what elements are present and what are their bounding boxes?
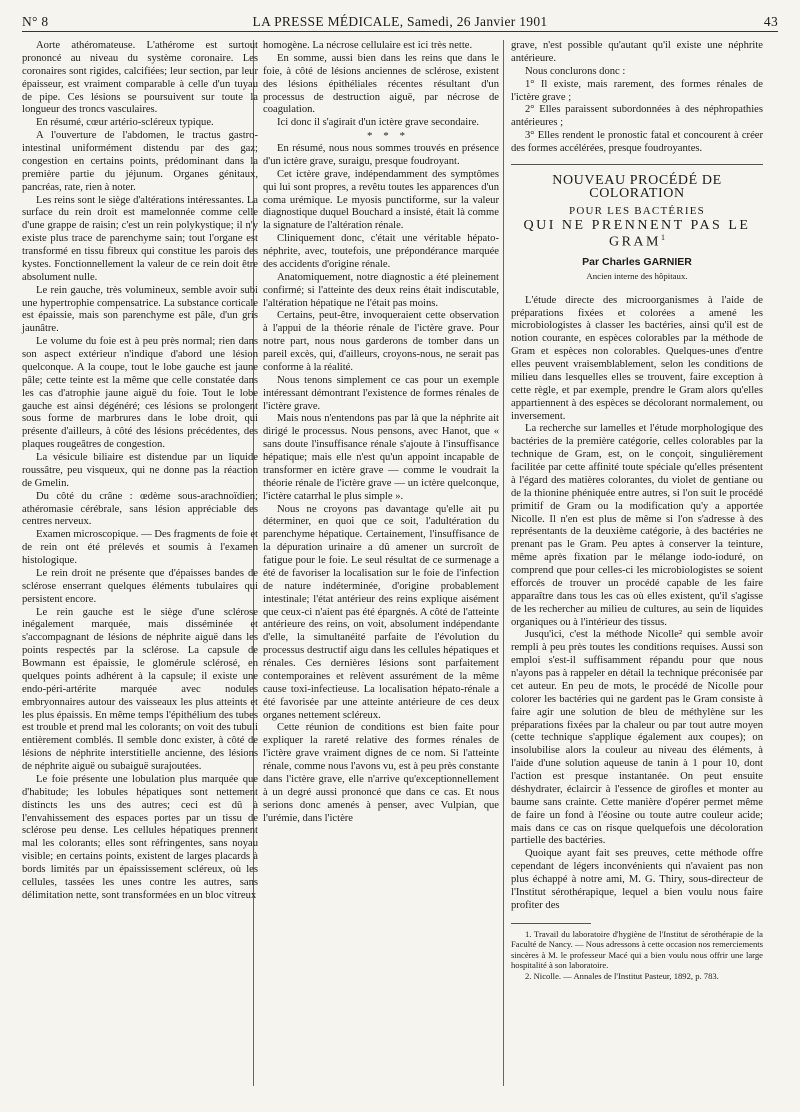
paragraph: A l'ouverture de l'abdomen, le tractus gastro-intestinal uniformément distendu par des gaz; congestion en certains points, prédominant dans la première partie du jéjunum. Organes génitaux, pancréas, rate, rien à noter. [22,130,258,193]
paragraph: Les reins sont le siège d'altérations intéressantes. La surface du rein droit est mamelonnée comme celle d'une grappe de raisin; c'est un rein polykystique; il n'y existe plus trace de parenchyme sain; tout l'organe est transformé en tissu fibreux qui constitue les parois des kystes. Fonctionnellement la valeur de ce rein doit être absolument nulle. [22,194,258,283]
paragraph: Le rein gauche est le siège d'une sclérose inégalement marquée, mais disséminée et s'accompagnant de lésions de néphrite aiguë dans les points respectés par la sclérose. La capsule de Bowmann est épaissie, le glomérule sclérosé, en quelques points adhérent à la capsule; il existe une endo-péri-artérite marquée avec nodules embryonnaires autour des vaisseaux les plus atteints et les plus épaissis. En même temps l'épithélium des tubes est trouble et prend mal les colorants; on voit des tubuli entièrement comblés. Il semble donc exister, à côté de lésions de néphrite interstitielle ancienne, des lésions de néphrite aiguë ou subaiguë surajoutées. [22,606,258,772]
issue-number: N° 8 [22,14,49,29]
paragraph: Jusqu'ici, c'est la méthode Nicolle² qui semble avoir rempli à peu près toutes les conditions requises. Aussi son emploi s'est-il suffisamment répandu pour que nous n'ayons pas à rappeler en détail la technique préconisée par cet auteur. En peu de mots, le procédé de Nicolle pour colorer les bactéries qui ne gardent pas le Gram consiste à faire agir une solution de bleu de méthylène sur les préparations fixées par la chaleur ou par tout autre moyen (cette technique s'applique également aux coupes); on insolubilise alors la couleur au niveau des éléments, à l'aide d'une solution aqueuse de tanin à 1 pour 10, dont l'action est presque instantanée. On peut ensuite déshydrater, éclaircir à l'essence de girofles et monter au baume sans crainte. Cette manière d'opérer permet même de faire un fond à l'éosine ou toute autre couleur acide; mais dans ce cas on risque quelquefois une décoloration partielle des bactéries. [511,629,763,847]
section-separator: * * * [367,130,409,143]
paragraph: Le foie présente une lobulation plus marquée que d'habitude; les lobules hépatiques sont nettement distincts les uns des autres; ceci est dû à l'envahissement des espaces portes par un tissu de sclérose peu dense. Les cellules hépatiques prennent mal les colorants; elles sont réfringentes, sans noyau visible; en certains points, existent de larges placards à bords limités par un épaississement scléreux, où les cellules, tassées les unes contre les autres, sans délimitation nette, sont transformées en un bloc vitreux [22,773,258,901]
paragraph: En résumé, nous nous sommes trouvés en présence d'un ictère grave, suraigu, presque foudroyant. [263,143,499,167]
paragraph: 2° Elles paraissent subordonnées à des néphropathies antérieures ; [511,104,763,129]
page-number: 43 [763,14,778,29]
paragraph: Du côté du crâne : œdème sous-arachnoïdien; athéromasie cérébrale, sans lésion appréciable des centres nerveux. [22,490,258,528]
paragraph: Anatomiquement, notre diagnostic a été pleinement confirmé; si l'atteinte des deux reins était indiscutable, l'altération hépatique ne l'était pas moins. [263,271,499,309]
paragraph: homogène. La nécrose cellulaire est ici très nette. [263,40,473,51]
article-affiliation: Ancien interne des hôpitaux. [586,270,688,281]
paragraph: Nous ne croyons pas davantage qu'elle ait pu déterminer, en quoi que ce soit, l'adultération du parenchyme hépatique. Certainement, l'insuffisance de la dépuration urinaire a dû amener un surcroît de fatigue pour le foie. Le seul résultat de ce surmenage a été de favoriser la localisation sur le foie de l'infection de nature indéterminée, d'origine probablement intestinale; l'état antérieur des reins explique aisément que ceux-ci n'aient pas été épargnés. A côté de l'atteinte antérieure des reins, on voit, absolument indépendante d'elle, la simultanéité parfaite de l'évolution du processus destructif aigu dans les cellules hépatiques et rénales. Ces dernières lésions sont parfaitement contemporaines et relèvent assurément de la même cause toxi-infectieuse. La localisation hépato-rénale a été favorisée par une atteinte antérieure de ces deux organes nettement scléreux. [263,503,499,721]
article-title: NOUVEAU PROCÉDÉ DE COLORATION [552,172,722,201]
column-divider [503,40,504,1086]
paragraph: La vésicule biliaire est distendue par un liquide roussâtre, peu visqueux, qui ne donne pas la réaction de Gmelin. [22,452,258,489]
paragraph: Le rein gauche, très volumineux, semble avoir subi une hypertrophie compensatrice. La substance corticale est épaissie, mais son parenchyme est pâle, d'un gris jaunâtre. [22,284,258,335]
paragraph: 3° Elles rendent le pronostic fatal et concourent à créer des formes accélérées, presque foudroyantes. [511,130,763,154]
footnote: 1. Travail du laboratoire d'hygiène de l'Institut de sérothérapie de la Faculté de Nancy. — Nous adressons à cette occasion nos remerciements sincères à M. le professeur Macé qui a bien voulu nous offrir une large hospitalité à son laboratoire. [511,928,763,971]
column-2 [263,40,499,825]
column-3 [511,40,763,982]
paragraph: Le rein droit ne présente que d'épaisses bandes de sclérose enserrant quelques éléments tubulaires qui persistent encore. [22,567,258,605]
paragraph: En résumé, cœur artério-scléreux typique. [36,117,214,129]
article-subtitle-text: QUI NE PRENNENT PAS LE GRAM [523,217,751,251]
paragraph: Quoique ayant fait ses preuves, cette méthode offre cependant de légers inconvénients qui n'avaient pas non plus échappé à notre ami, M. G. Thiry, sous-directeur de l'Institut sérothérapique, lequel a bien voulu nous faire profiter des [511,848,763,911]
paragraph: Le volume du foie est à peu près normal; rien dans son aspect extérieur n'indique d'abord une lésion quelconque. A la coupe, tout le lobe gauche est jaune pâle; cette teinte est la même que celle constatée dans les cas d'atrophie jaune aiguë du foie. Tout le lobe gauche est ainsi dégénéré; ces lésions se prolongent sous forme de marbrures dans le lobe droit, qui présente d'ailleurs, à côté des lésions précédentes, des plaques rougeâtres de congestion. [22,336,258,451]
article-author: Par Charles GARNIER [582,255,692,268]
paragraph: Nous tenons simplement ce cas pour un exemple intéressant démontrant l'existence de formes rénales de l'ictère grave. [263,374,499,412]
paragraph: En somme, aussi bien dans les reins que dans le foie, à côté de lésions anciennes de sclérose, existent des lésions épithéliales récentes résultant d'un processus de destruction aiguë, par nécrose de coagulation. [263,52,499,116]
paragraph: Aorte athéromateuse. L'athérome est surtout prononcé au niveau du système coronaire. Les coronaires sont rigides, calcifiées; leur section, par leur épaisseur, est vraiment comparable à celle d'un tuyau de pipe. Ces lésions se poursuivent sur toute la longueur des troncs vasculaires. [22,40,258,116]
article-subtitle-2 [511,217,763,251]
article-rule [511,164,763,165]
article-subtitle: POUR LES BACTÉRIES [569,204,705,217]
paragraph: Ici donc il s'agirait d'un ictère grave secondaire. [277,117,480,129]
footnote-marker: 1 [661,233,665,243]
paragraph: La recherche sur lamelles et l'étude morphologique des bactéries de la première catégorie, celles colorables par la technique de Gram, est, on le conçoit, singulièrement facilitée par cette affinité toute spéciale qu'elles présentent à l'égard des matières colorantes, du violet de gentiane ou de la thionine phéniquée entre autres, si l'on suit le procédé primitif de Gram ou la modification qu'y a apportée Nicolle. Il n'en est plus de même si l'on s'adresse à des représentants de la deuxième catégorie, à des bactéries ne prenant pas le Gram. Peu aptes à conserver la teinture, même après fixation par le mélange iodo-ioduré, on comprend que pour celles-ci les microbiologistes se soient efforcés de trouver un procédé capable de les faire apparaître dans tous les cas où elles existent, qu'il s'agisse de les rechercher au milieu de cultures, au sein de liquides organiques ou à l'intérieur des tissus. [511,423,763,628]
paragraph: L'étude directe des microorganismes à l'aide de préparations fixées et colorées a amené les microbiologistes à classer les bactéries, ainsi qu'il est de notion courante, en espèces colorables par la méthode de Gram et espèces non colorables. Quelques-unes d'entre elles peuvent vraisemblablement, selon les conditions de milieu dans lesquelles elles se trouvent, faire exception à cette règle, et par exemple, prendre le Gram alors qu'elles appartiennent à des espèces se décolorant normalement, ou inversement. [511,294,763,422]
paragraph: Certains, peut-être, invoqueraient cette observation à l'appui de la théorie rénale de l'ictère grave. Pour notre part, nous nous garderons de tomber dans un pareil excès, qui, d'ailleurs, croyons-nous, ne serait pas conforme à la réalité. [263,310,499,373]
footnote: 2. Nicolle. — Annales de l'Institut Pasteur, 1892, p. 783. [525,971,719,982]
paragraph: Examen microscopique. — Des fragments de foie et de rein ont été prélevés et soumis à l'examen histologique. [22,529,258,566]
journal-title: LA PRESSE MÉDICALE, Samedi, 26 Janvier 1901 [252,14,548,29]
column-1 [22,40,258,903]
paragraph: Cet ictère grave, indépendamment des symptômes qui lui sont propres, a revêtu toutes les apparences d'un coma urémique. Le myosis punctiforme, sur la valeur diagnostique duquel Bouchard a insisté, était là comme la signature de l'altération rénale. [263,168,499,232]
header-rule [22,31,778,32]
paragraph: grave, n'est possible qu'autant qu'il existe une néphrite antérieure. [511,40,763,64]
paragraph: Cette réunion de conditions est bien faite pour expliquer la rareté relative des formes rénales de l'ictère grave vraiment dignes de ce nom. Si l'atteinte rénale, comme nous l'avons vu, est à peu près constante dans l'ictère grave, elle n'arrive qu'exceptionnellement à un degré aussi prononcé que dans ce cas. Et nous serions donc amenés à penser, avec Vulpian, que l'urémie, dans l'ictère [263,722,499,824]
paragraph: Nous conclurons donc : [525,65,626,77]
page-header [22,8,778,38]
footnote-rule [511,923,591,924]
paragraph: Cliniquement donc, c'était une véritable hépato-néphrite, avec, toutefois, une prépondérance marquée des accidents d'origine rénale. [263,233,499,270]
paragraph: 1° Il existe, mais rarement, des formes rénales de l'ictère grave ; [511,78,763,103]
paragraph: Mais nous n'entendons pas par là que la néphrite ait dirigé le processus. Nous pensons, avec Hanot, que « sans doute l'insuffisance rénale s'ajoute à l'insuffisance hépatique; mais elle n'est qu'un appoint incapable de transformer en ictère grave — comme le voudrait la théorie rénale de l'ictère grave — un ictère quelconque, l'ictère catarrhal le plus simple ». [263,413,499,502]
